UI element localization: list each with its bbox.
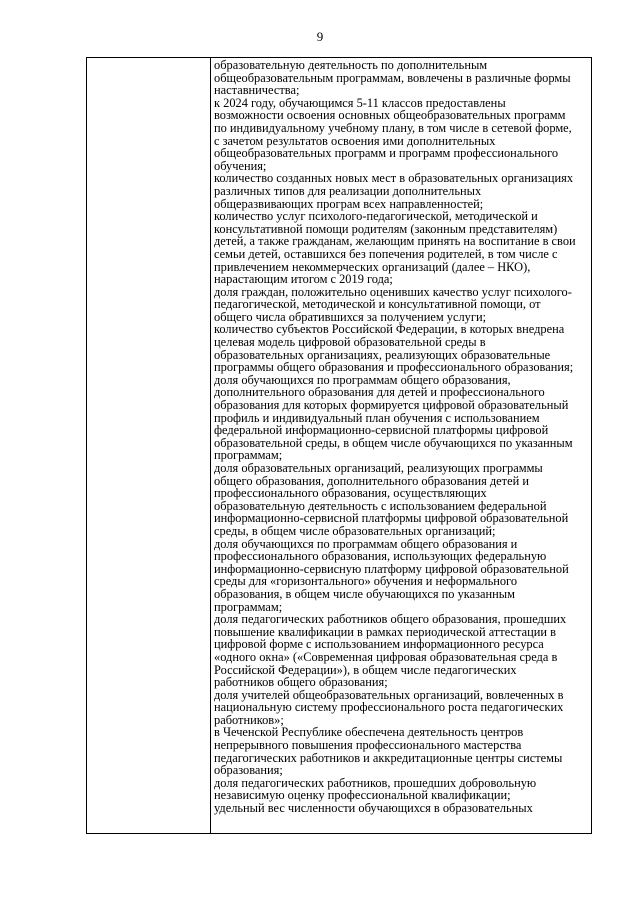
- text-line: программам;: [214, 448, 283, 463]
- text-line: нарастающим итогом с 2019 года;: [214, 272, 393, 287]
- text-line: программам;: [214, 599, 283, 614]
- text-line: среды, в общем числе образовательных организаций;: [214, 523, 496, 538]
- text-line: образования для которых формируется цифровой образовательный: [214, 398, 569, 413]
- text-line: количество услуг психолого-педагогической, методической и: [214, 209, 538, 224]
- text-line: общеобразовательным программам, вовлечены в различные формы: [214, 70, 571, 85]
- text-line: работников»;: [214, 712, 284, 727]
- text-line: федеральной информационно-сервисной платформы цифровой: [214, 423, 549, 438]
- text-line: профессионального образования, использующих федеральную: [214, 549, 547, 564]
- text-line: наставничества;: [214, 83, 300, 98]
- text-line: с зачетом результатов освоения ими дополнительных: [214, 133, 496, 148]
- text-line: образовательной среды, в общем числе обучающихся по указанным: [214, 435, 573, 450]
- table-right-cell: [214, 59, 590, 815]
- text-line: образования;: [214, 763, 283, 778]
- text-line: доля педагогических работников, прошедших добровольную: [214, 775, 537, 790]
- text-line: количество созданных новых мест в образовательных организациях: [214, 171, 574, 186]
- text-line: общего числа обратившихся за получением услуги;: [214, 309, 487, 324]
- text-line: детей, а также гражданам, желающим принять на воспитание в свои: [214, 234, 576, 249]
- text-line: общеразвивающих програм всех направленностей;: [214, 196, 484, 211]
- text-line: национальную систему профессионального роста педагогических: [214, 700, 564, 715]
- text-line: количество субъектов Российской Федерации, в которых внедрена: [214, 322, 565, 337]
- text-line: непрерывного повышения профессионального мастерства: [214, 738, 522, 753]
- text-line: общего образования, дополнительного образования детей и: [214, 473, 529, 488]
- text-line: различных типов для реализации дополнительных: [214, 183, 482, 198]
- text-line: профиль и индивидуальный план обучения с использованием: [214, 410, 540, 425]
- text-line: доля учителей общеобразовательных организаций, вовлеченных в: [214, 687, 564, 702]
- text-line: педагогической, методической и консультативной помощи, от: [214, 297, 541, 312]
- text-line: консультативной помощи родителям (законным представителям): [214, 221, 558, 236]
- text-line: общеобразовательных программ и программ профессионального: [214, 146, 559, 161]
- text-line: доля образовательных организаций, реализующих программы: [214, 461, 543, 475]
- text-line: удельный вес численности обучающихся в образовательных: [214, 801, 533, 816]
- text-line: независимую оценку профессиональной квалификации;: [214, 788, 511, 803]
- text-line: доля обучающихся по программам общего образования,: [214, 372, 511, 387]
- table-left-cell: [87, 58, 211, 833]
- text-line: семьи детей, оставшихся без попечения родителей, в том числе с: [214, 246, 558, 261]
- document-table: [86, 57, 592, 834]
- text-line: информационно-сервисной платформы цифровой образовательной: [214, 511, 569, 526]
- text-line: работников общего образования;: [214, 675, 388, 690]
- text-line: педагогических работников и аккредитационные центры системы: [214, 750, 563, 765]
- text-line: Российской Федерации»), в общем числе педагогических: [214, 662, 517, 677]
- text-line: по индивидуальному учебному плану, в том числе в сетевой форме,: [214, 120, 572, 135]
- text-line: в Чеченской Республике обеспечена деятельность центров: [214, 725, 524, 740]
- text-line: привлечением некоммерческих организаций (далее – НКО),: [214, 259, 531, 274]
- text-line: возможности освоения основных общеобразовательных программ: [214, 108, 566, 123]
- text-line: дополнительного образования для детей и профессионального: [214, 385, 545, 400]
- text-line: цифровой форме с использованием информационного ресурса: [214, 637, 544, 652]
- text-line: образовательную деятельность с использованием федеральной: [214, 498, 547, 513]
- text-line: образования, в общем числе обучающихся по указанным: [214, 586, 515, 601]
- text-line: «одного окна» («Современная цифровая образовательная среда в: [214, 649, 558, 664]
- text-line: образовательную деятельность по дополнительным: [214, 58, 488, 72]
- text-line: обучения;: [214, 158, 267, 173]
- text-line: среды для «горизонтального» обучения и неформального: [214, 574, 518, 589]
- text-line: образовательных организациях, реализующих образовательные: [214, 347, 551, 362]
- text-line: целевая модель цифровой образовательной среды в: [214, 335, 486, 350]
- text-line: доля педагогических работников общего образования, прошедших: [214, 612, 567, 627]
- text-line: доля обучающихся по программам общего образования и: [214, 536, 518, 551]
- text-line: к 2024 году, обучающимся 5-11 классов предоставлены: [214, 95, 506, 110]
- text-line: повышение квалификации в рамках периодической аттестации в: [214, 624, 556, 639]
- text-line: программы общего образования и профессионального образования;: [214, 360, 574, 375]
- text-line: информационно-сервисную платформу цифровой образовательной: [214, 561, 569, 576]
- text-line: доля граждан, положительно оценивших качество услуг психолого-: [214, 284, 572, 299]
- text-line: профессионального образования, осуществляющих: [214, 486, 487, 501]
- page-number: 9: [316, 29, 324, 44]
